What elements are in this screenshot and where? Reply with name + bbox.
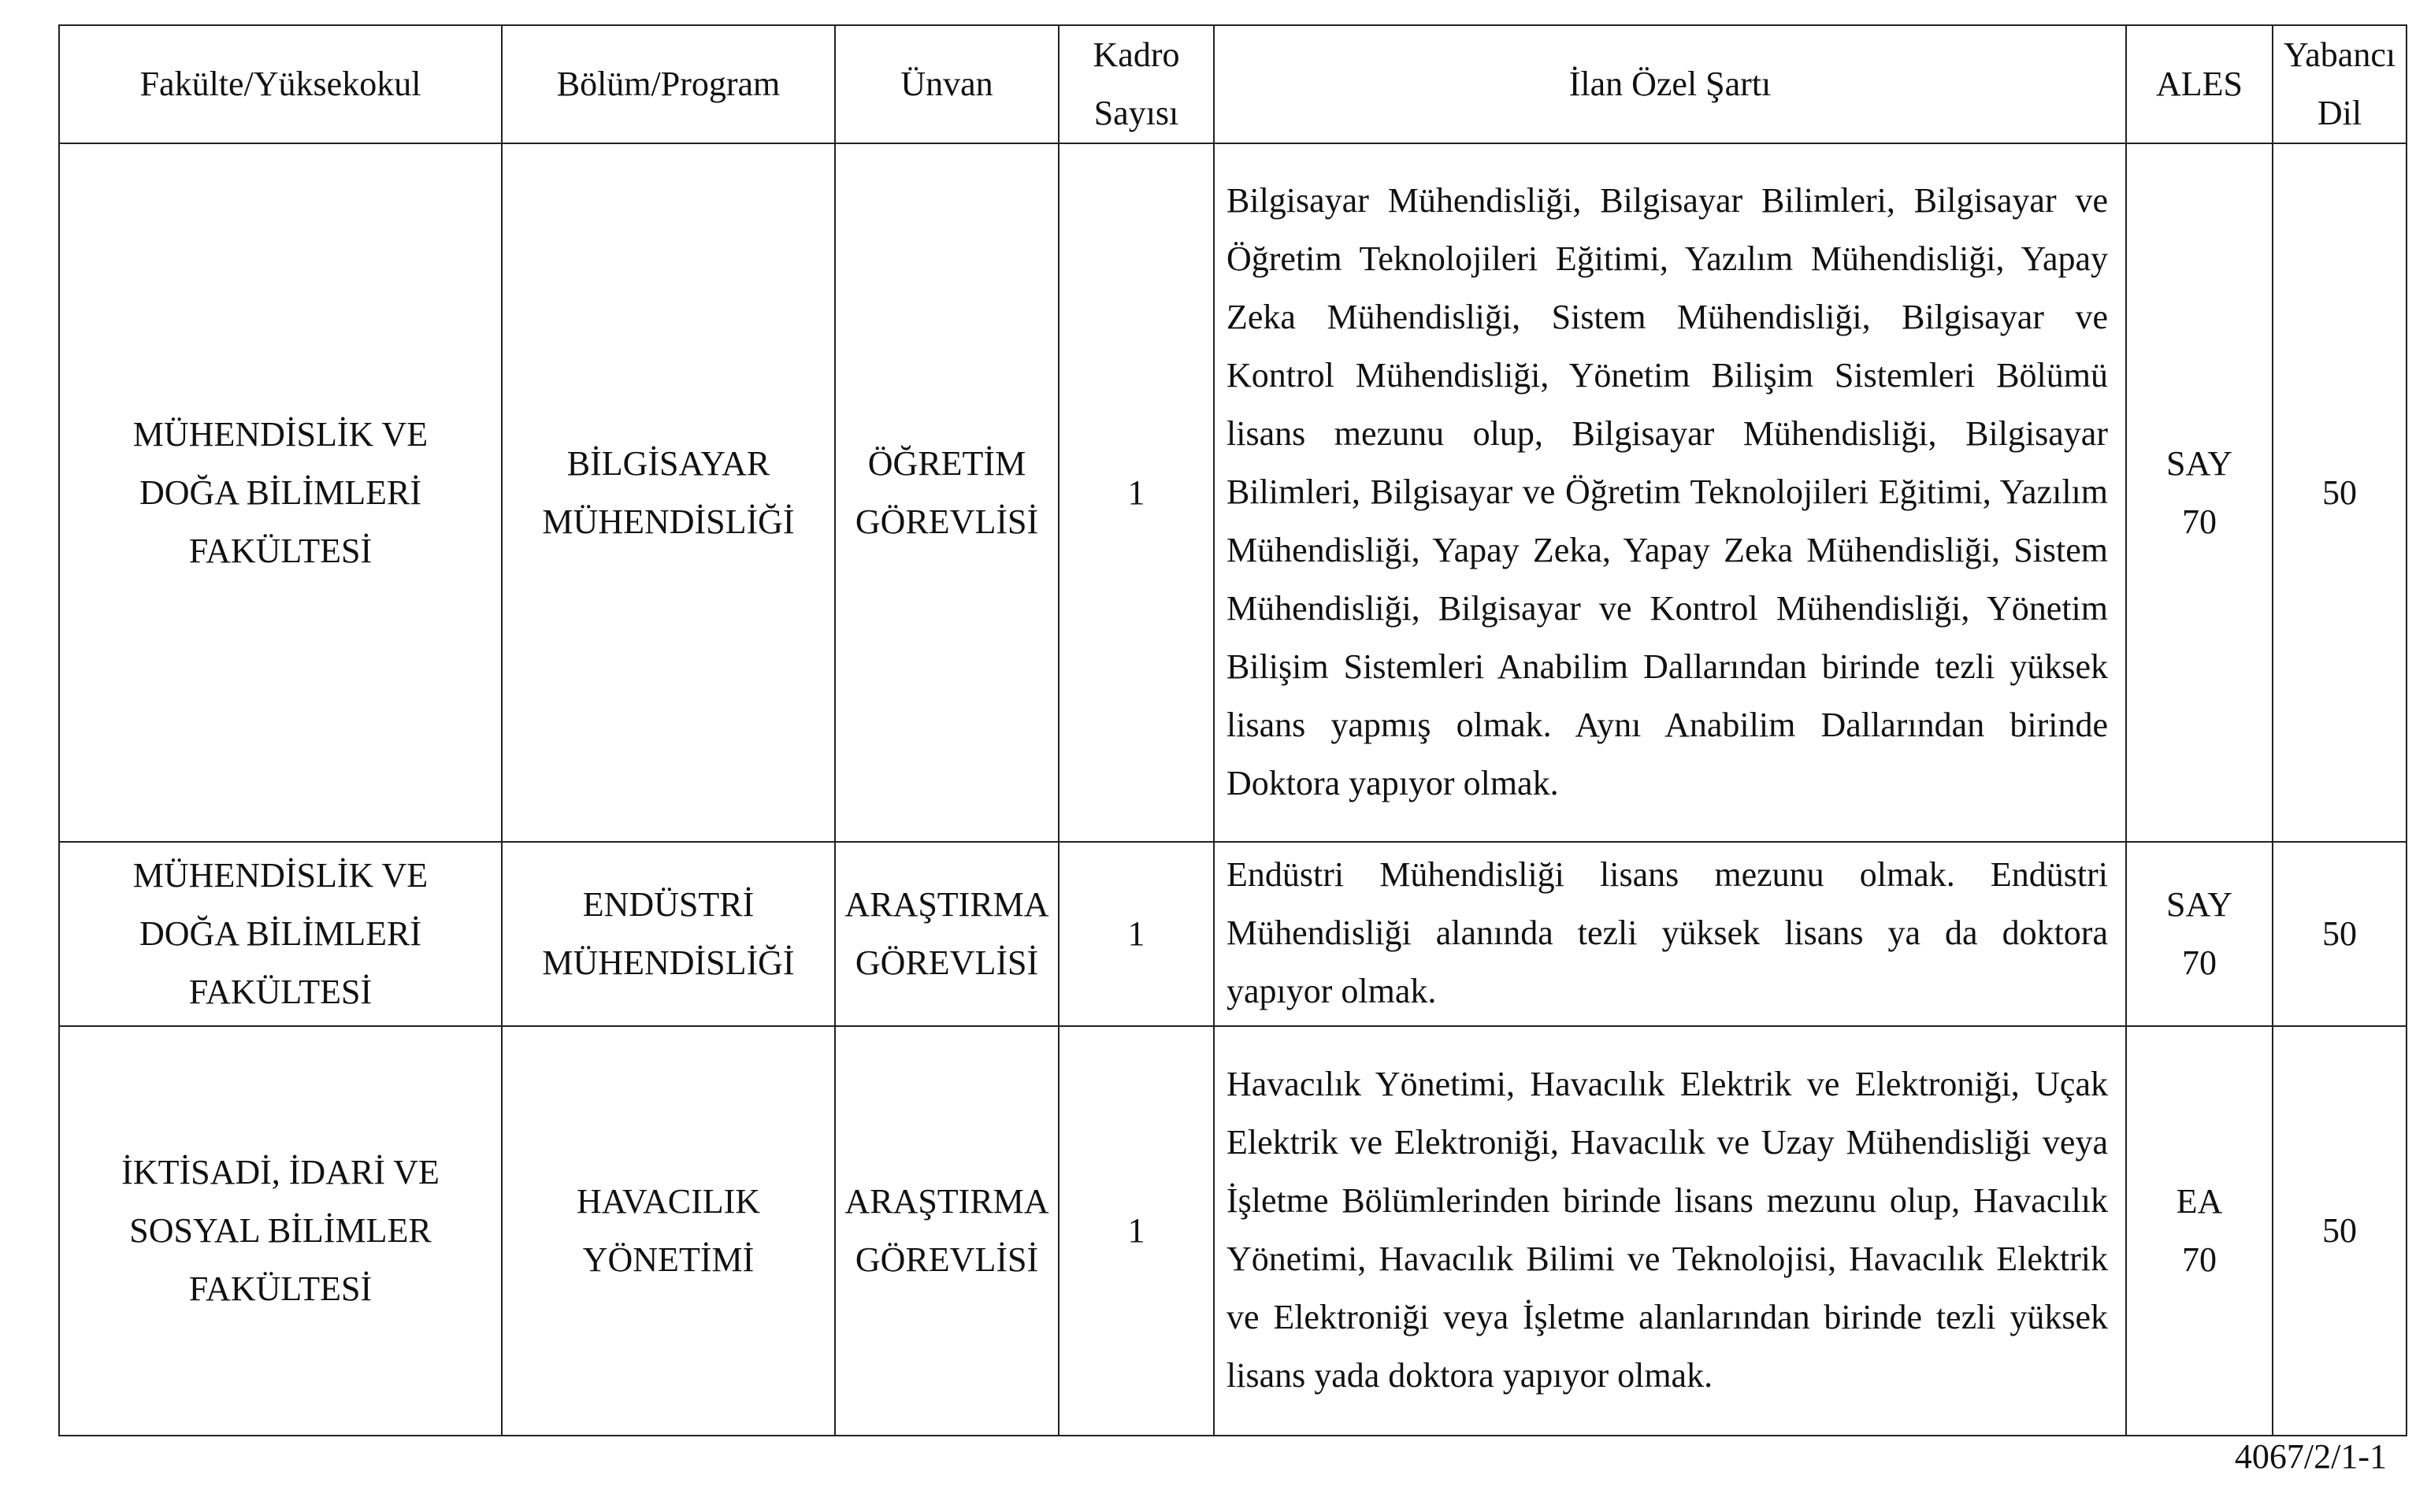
header-count-line1: Kadro <box>1093 35 1180 74</box>
title-line: ARAŞTIRMA <box>844 1182 1049 1221</box>
foreign-language-cell: 50 <box>2273 1026 2407 1436</box>
special-condition-text: Endüstri Mühendisliği lisans mezunu olmak. Endüstri Mühendisliği alanında tezli yüksek lisans ya da doktora yapıyor olmak. <box>1226 855 2108 1010</box>
special-condition-text: Havacılık Yönetimi, Havacılık Elektrik ve Elektroniği, Uçak Elektrik ve Elektroniği, Havacılık ve Uzay Mühendisliği veya İşletme Bölümlerinden birinde lisans mezunu olup, Havacılık Yönetimi, Havacılık Bilimi ve Teknolojisi, Havacılık Elektrik ve Elektroniği veya İşletme alanlarından birinde tezli yüksek lisans yada doktora yapıyor olmak. <box>1226 1065 2108 1395</box>
foreign-language-cell: 50 <box>2273 842 2407 1026</box>
title-cell <box>835 842 1059 1026</box>
title-cell <box>835 1026 1059 1436</box>
foreign-language-cell: 50 <box>2273 143 2407 842</box>
title-line: GÖREVLİSİ <box>855 1240 1039 1279</box>
title-line: ÖĞRETİM <box>867 443 1026 483</box>
department-cell <box>502 1026 835 1436</box>
job-listing-table <box>58 24 2407 1436</box>
special-condition-cell <box>1214 842 2126 1026</box>
faculty-line: DOĞA BİLİMLERİ <box>139 472 422 512</box>
department-line: YÖNETİMİ <box>582 1240 755 1279</box>
header-department: Bölüm/Program <box>502 25 835 143</box>
ales-type: SAY <box>2166 885 2232 924</box>
title-line: GÖREVLİSİ <box>855 502 1039 541</box>
special-condition-cell <box>1214 143 2126 842</box>
ales-score: 70 <box>2182 1240 2217 1279</box>
faculty-line: MÜHENDİSLİK VE <box>132 856 429 895</box>
header-lang-line1: Yabancı <box>2283 35 2396 74</box>
faculty-line: FAKÜLTESİ <box>188 973 373 1011</box>
title-line: GÖREVLİSİ <box>855 943 1039 982</box>
faculty-cell <box>59 842 502 1026</box>
header-position-count <box>1059 25 1214 143</box>
faculty-line: MÜHENDİSLİK VE <box>132 414 429 454</box>
header-title: Ünvan <box>835 25 1059 143</box>
header-special-condition: İlan Özel Şartı <box>1214 25 2126 143</box>
table-row <box>59 1026 2407 1436</box>
position-count-cell: 1 <box>1059 842 1214 1026</box>
ales-score: 70 <box>2182 943 2217 982</box>
title-line: ARAŞTIRMA <box>844 885 1049 924</box>
title-cell <box>835 143 1059 842</box>
faculty-line: SOSYAL BİLİMLER <box>129 1211 432 1250</box>
department-cell <box>502 842 835 1026</box>
table-row <box>59 143 2407 842</box>
header-faculty: Fakülte/Yüksekokul <box>59 25 502 143</box>
department-line: HAVACILIK <box>576 1182 761 1221</box>
faculty-cell <box>59 143 502 842</box>
header-lang-line2: Dil <box>2317 94 2362 132</box>
ales-type: EA <box>2176 1182 2223 1221</box>
ales-type: SAY <box>2166 443 2232 483</box>
ales-cell <box>2126 143 2273 842</box>
special-condition-cell <box>1214 1026 2126 1436</box>
department-line: ENDÜSTRİ <box>582 885 755 924</box>
ales-cell <box>2126 842 2273 1026</box>
department-cell <box>502 143 835 842</box>
department-line: MÜHENDİSLİĞİ <box>542 502 795 541</box>
faculty-line: DOĞA BİLİMLERİ <box>139 914 422 953</box>
faculty-line: FAKÜLTESİ <box>188 531 373 570</box>
document-code: 4067/2/1-1 <box>2234 1437 2387 1476</box>
department-line: BİLGİSAYAR <box>566 443 770 483</box>
faculty-line: FAKÜLTESİ <box>188 1269 373 1308</box>
header-row <box>59 25 2407 143</box>
header-foreign-language <box>2273 25 2407 143</box>
header-ales: ALES <box>2126 25 2273 143</box>
special-condition-text: Bilgisayar Mühendisliği, Bilgisayar Bilimleri, Bilgisayar ve Öğretim Teknolojileri Eğitimi, Yazılım Mühendisliği, Yapay Zeka Mühendisliği, Sistem Mühendisliği, Bilgisayar ve Kontrol Mühendisliği, Yönetim Bilişim Sistemleri Bölümü lisans mezunu olup, Bilgisayar Mühendisliği, Bilgisayar Bilimleri, Bilgisayar ve Öğretim Teknolojileri Eğitimi, Yazılım Mühendisliği, Yapay Zeka, Yapay Zeka Mühendisliği, Sistem Mühendisliği, Bilgisayar ve Kontrol Mühendisliği, Yönetim Bilişim Sistemleri Anabilim Dallarından birinde tezli yüksek lisans yapmış olmak. Aynı Anabilim Dallarından birinde Doktora yapıyor olmak. <box>1226 180 2108 802</box>
header-count-line2: Sayısı <box>1093 94 1179 132</box>
table-row <box>59 842 2407 1026</box>
faculty-cell <box>59 1026 502 1436</box>
department-line: MÜHENDİSLİĞİ <box>542 943 795 982</box>
faculty-line: İKTİSADİ, İDARİ VE <box>121 1153 440 1191</box>
position-count-cell: 1 <box>1059 1026 1214 1436</box>
ales-cell <box>2126 1026 2273 1436</box>
position-count-cell: 1 <box>1059 143 1214 842</box>
ales-score: 70 <box>2182 502 2217 541</box>
